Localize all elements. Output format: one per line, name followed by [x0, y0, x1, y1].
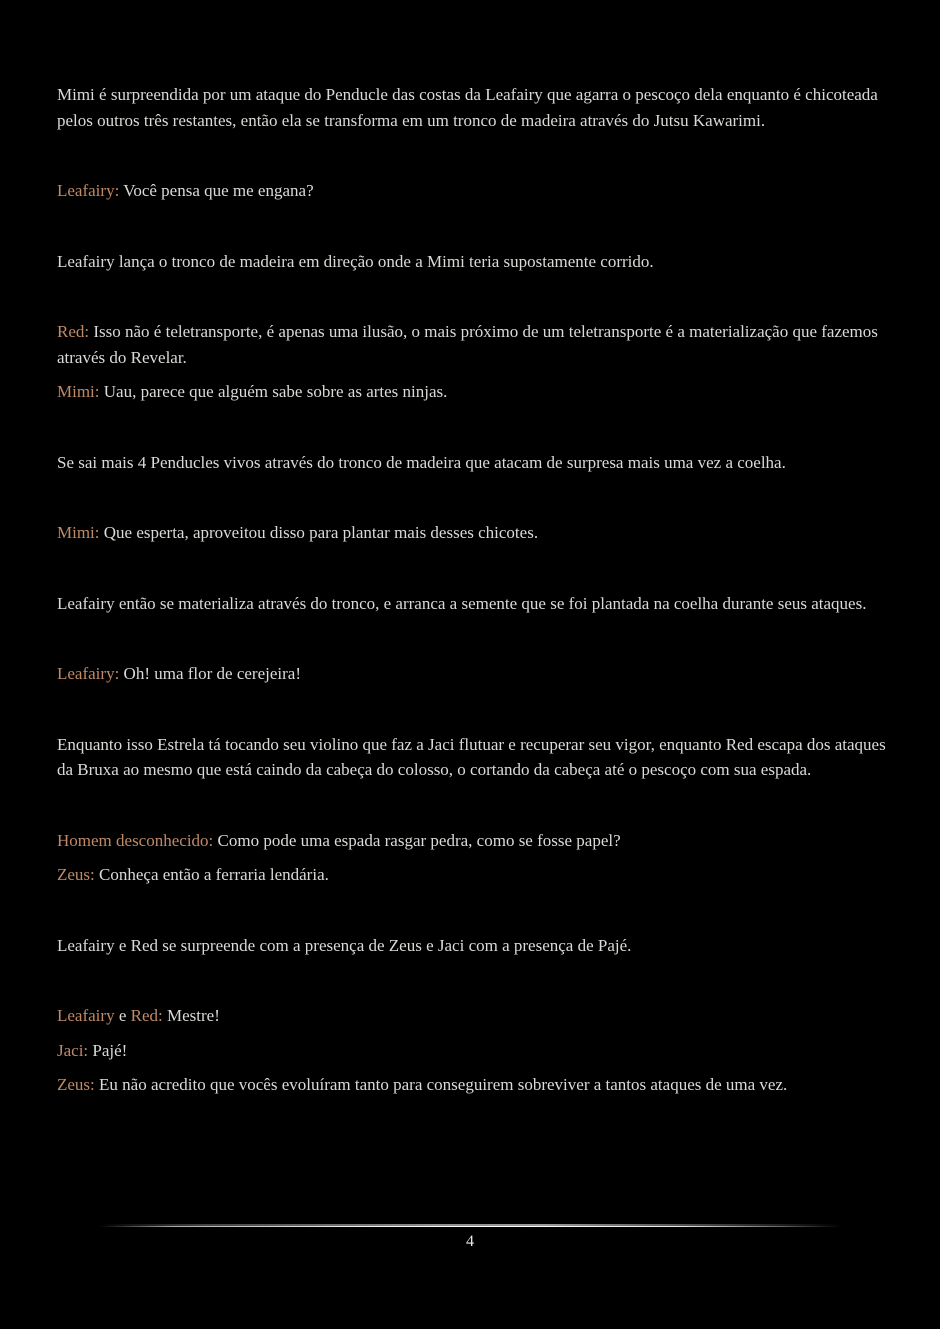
page-number: 4: [466, 1233, 474, 1250]
text-run: Conheça então a ferraria lendária.: [94, 865, 329, 884]
paragraph-narration-estrela-violino: [57, 732, 891, 783]
paragraph-narration-penducles: [57, 450, 891, 476]
paragraph-dialogue-zeus-evoluiram: [57, 1072, 891, 1098]
paragraph-narration-surpresa: [57, 933, 891, 959]
paragraph-dialogue-homem-desconhecido: [57, 828, 891, 854]
text-run: Oh! uma flor de cerejeira!: [119, 664, 302, 683]
paragraph-narration-semente: [57, 591, 891, 617]
paragraph-dialogue-zeus-ferraria: [57, 862, 891, 888]
text-run: Que esperta, aproveitou disso para plantar mais desses chicotes.: [99, 523, 539, 542]
speaker-name: Jaci:: [57, 1040, 89, 1060]
paragraph-dialogue-red-teletransporte: [57, 319, 891, 370]
page-footer: [0, 1224, 940, 1252]
speaker-name: Zeus:: [57, 865, 95, 884]
script-content: [57, 82, 891, 1098]
paragraph-narration-kawarimi: [57, 82, 891, 133]
paragraph-dialogue-leafairy-cerejeira: [57, 661, 891, 687]
speaker-name: Mimi:: [57, 523, 100, 542]
speaker-name: Leafairy:: [57, 664, 120, 683]
divider-bottom-edge: [99, 1226, 841, 1228]
text-run: Eu não acredito que vocês evoluíram tanto para conseguirem sobreviver a tantos ataques de uma vez.: [94, 1075, 788, 1094]
paragraph-dialogue-leafairy-red-mestre: [57, 1003, 891, 1029]
speaker-name: Mimi:: [57, 382, 100, 401]
text-run: Leafairy lança o tronco de madeira em direção onde a Mimi teria supostamente corrido.: [57, 251, 654, 271]
text-run: Mimi é surpreendida por um ataque do Penducle das costas da Leafairy que agarra o pescoço dela enquanto é chicoteada pelos outros três restantes, então ela se transforma em um tronco de madeira através do Jutsu Kawarimi.: [57, 85, 878, 130]
paragraph-dialogue-mimi-uau: [57, 379, 891, 405]
text-run: Se sai mais 4 Penducles vivos através do tronco de madeira que atacam de surpresa mais uma vez a coelha.: [57, 452, 786, 472]
text-run: Leafairy e Red se surpreende com a presença de Zeus e Jaci com a presença de Pajé.: [57, 935, 632, 955]
speaker-name: Zeus:: [57, 1075, 95, 1094]
text-run: e: [114, 1006, 131, 1025]
speaker-name: Homem desconhecido:: [57, 830, 214, 850]
text-run: Como pode uma espada rasgar pedra, como se fosse papel?: [213, 830, 621, 850]
paragraph-dialogue-jaci-paje: [57, 1038, 891, 1064]
text-run: Mestre!: [162, 1006, 220, 1025]
text-run: Uau, parece que alguém sabe sobre as artes ninjas.: [99, 382, 448, 401]
text-run: Pajé!: [88, 1040, 128, 1060]
speaker-name: Leafairy: [57, 1006, 115, 1025]
speaker-name: Red:: [130, 1006, 163, 1025]
text-run: Leafairy então se materializa através do tronco, e arranca a semente que se foi plantada na coelha durante seus ataques.: [57, 593, 867, 613]
paragraph-dialogue-mimi-esperta: [57, 520, 891, 546]
footer-divider-line: [99, 1224, 841, 1227]
paragraph-narration-tronco: [57, 249, 891, 275]
text-run: Você pensa que me engana?: [119, 181, 314, 200]
text-run: Enquanto isso Estrela tá tocando seu violino que faz a Jaci flutuar e recuperar seu vigor, enquanto Red escapa dos ataques da Bruxa ao mesmo que está caindo da cabeça do colosso, o cortando da cabeça até o pescoço com sua espada.: [57, 734, 886, 779]
speaker-name: Red:: [57, 322, 90, 341]
text-run: Isso não é teletransporte, é apenas uma ilusão, o mais próximo de um teletransporte é a materialização que fazemos através do Revelar.: [57, 322, 878, 367]
speaker-name: Leafairy:: [57, 181, 120, 200]
paragraph-dialogue-leafairy-engana: [57, 178, 891, 204]
